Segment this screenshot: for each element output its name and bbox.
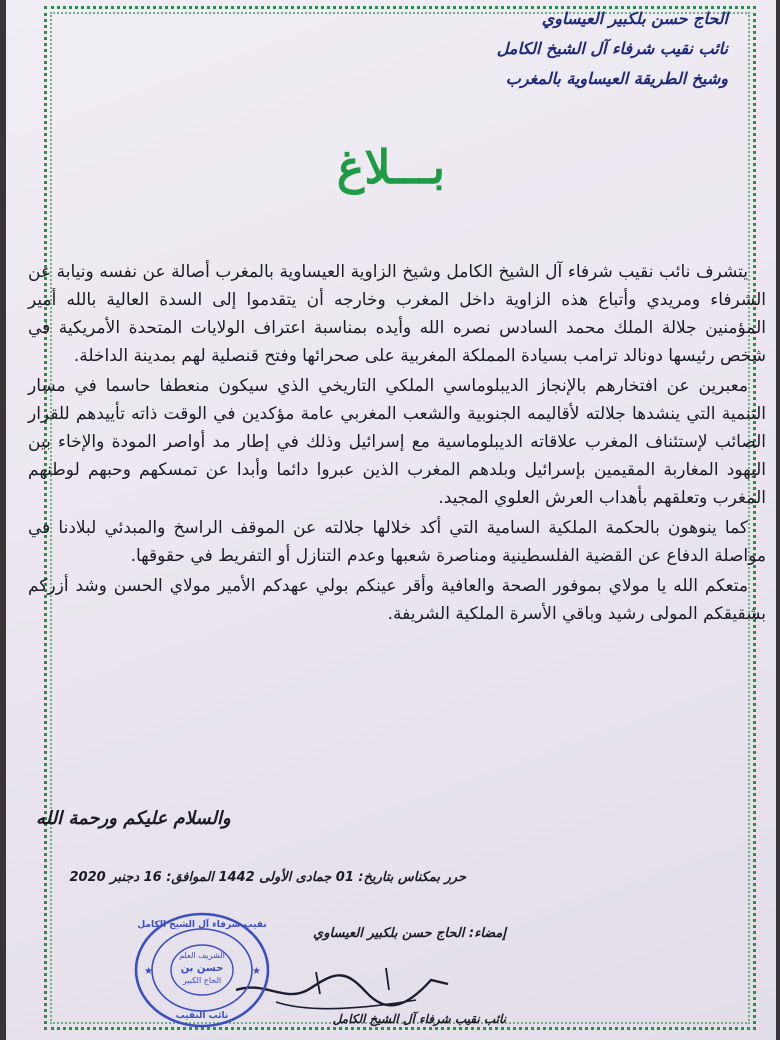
paragraph: متعكم الله يا مولاي بموفور الصحة والعافية وأقر عينكم بولي عهدكم الأمير مولاي الحسن وشد أزركم بشقيقكم المولى رشيد وباقي الأسرة الملكية الشريفة. xyxy=(28,576,766,624)
paragraph: يتشرف نائب نقيب شرفاء آل الشيخ الكامل وشيخ الزاوية العيساوية بالمغرب أصالة عن نفسه ونيابة عن الشرفاء ومريدي وأتباع هذه الزاوية داخل المغرب وخارجه أن يتقدموا إلى السدة العالية بالله أمير المؤمنين جلالة الملك محمد السادس نصره الله وأيده بمناسبة اعتراف الولايات المتحدة الأمريكية في شخص رئيسها دونالد ترامب بسيادة المملكة المغربية على صحرائها وفتح قنصلية لهم بمدينة الداخلة. xyxy=(28,262,766,366)
date-line: حرر بمكناس بتاريخ: 01 جمادى الأولى 1442 الموافق: 16 دجنبر 2020 xyxy=(69,870,466,885)
stamp-ring-text: نقيب شرفاء آل الشيخ الكامل xyxy=(137,920,267,930)
letterhead-role: نائب نقيب شرفاء آل الشيخ الكامل xyxy=(496,39,728,58)
signature-title: نائب نقيب شرفاء آل الشيخ الكامل xyxy=(332,1012,506,1026)
paragraph: كما ينوهون بالحكمة الملكية السامية التي أكد خلالها جلالته عن الموقف الراسخ والمبدئي لبلادنا في مواصلة الدفاع عن القضية الفلسطينية ومناصرة شعبها وعدم التنازل أو التفريط في حقوقها. xyxy=(28,518,766,566)
closing-salutation: والسلام عليكم ورحمة الله xyxy=(36,808,231,829)
stamp-center-line: الشريف العلم xyxy=(179,951,225,960)
star-icon: ★ xyxy=(252,966,261,977)
letterhead-name: الحاج حسن بلكبير العيساوي xyxy=(541,9,728,28)
document-page xyxy=(6,0,776,1040)
stamp-center-line: الحاج الكبير xyxy=(182,976,222,985)
official-stamp xyxy=(132,910,272,1030)
letterhead-order: وشيخ الطريقة العيساوية بالمغرب xyxy=(505,69,728,88)
letterhead xyxy=(228,4,728,94)
paragraph: معبرين عن افتخارهم بالإنجاز الديبلوماسي الملكي التاريخي الذي سيكون منعطفا حاسما في مسار التنمية التي ينشدها جلالته لأقاليمه الجنوبية والشعب المغربي عامة مؤكدين في الوقت ذاته تأييدهم للقرار الصائب لإستئناف المغرب علاقاته الديبلوماسية مع إسرائيل وذلك في إطار مد أواصر المودة والإخاء بين اليهود المغاربة المقيمين بإسرائيل وبلدهم المغرب الذين عبروا دائما وأبدا عن تمسكهم وحبهم لوطنهم المغرب وتعلقهم بأهداب العرش العلوي المجيد. xyxy=(28,376,766,508)
document-title: بـــلاغ xyxy=(336,140,446,194)
stamp-center-line: حسن بن xyxy=(180,963,224,974)
stamp-bottom-text: نائب النقيب xyxy=(175,1011,229,1021)
communique-body xyxy=(28,258,766,630)
star-icon: ★ xyxy=(144,966,153,977)
signature-label: إمضاء: الحاج حسن بلكبير العيساوي xyxy=(313,926,506,941)
